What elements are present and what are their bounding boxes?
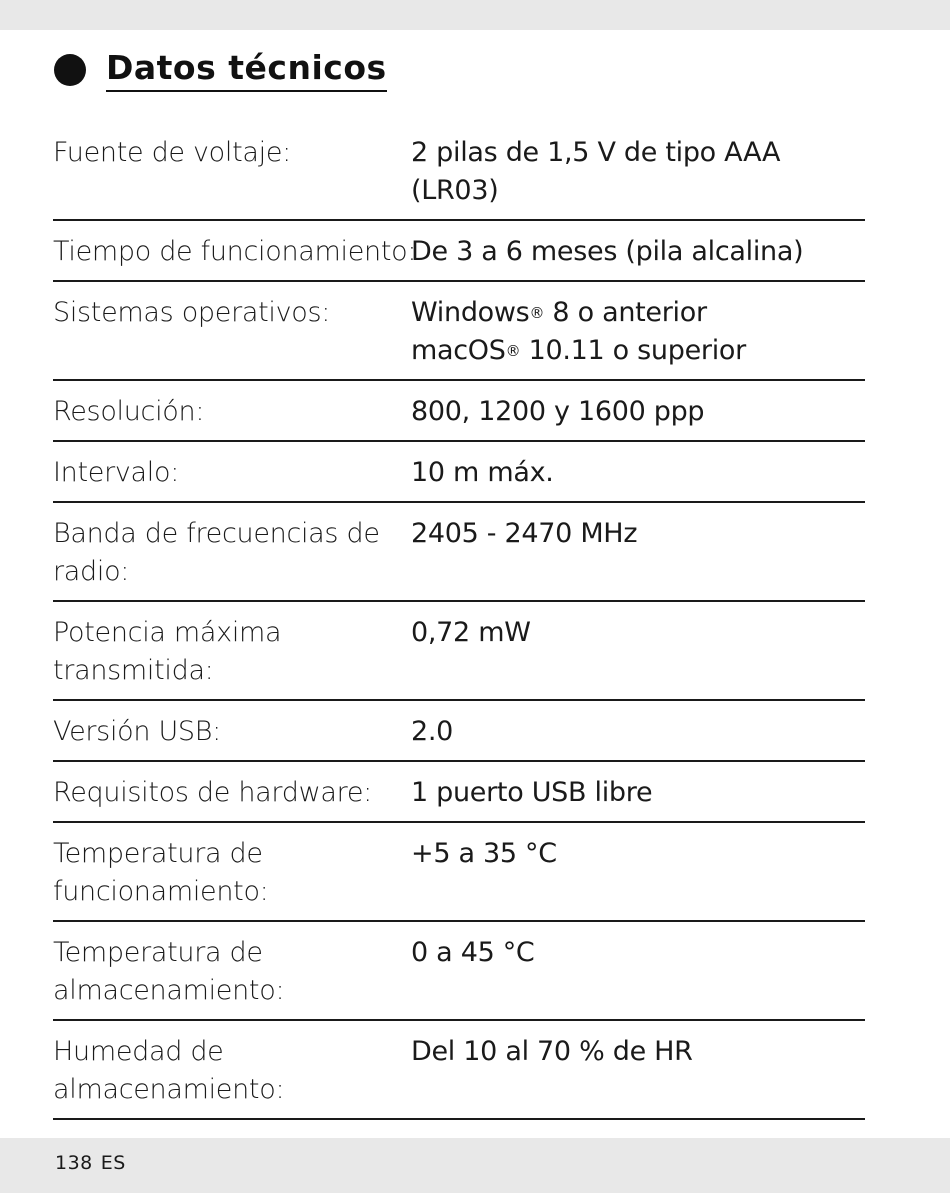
spec-value-line: 800, 1200 y 1600 ppp (411, 396, 705, 427)
spec-label: Versión USB: (53, 716, 221, 747)
spec-label: Fuente de voltaje: (53, 137, 291, 168)
spec-row-voltage-source (53, 122, 865, 221)
spec-label: Humedad de almacenamiento: (53, 1036, 285, 1105)
spec-value (411, 515, 865, 591)
spec-value (411, 1033, 865, 1109)
registered-mark: ® (529, 304, 545, 322)
spec-row-resolution (53, 381, 865, 442)
spec-row-radio-band (53, 503, 865, 602)
spec-row-operating-systems (53, 282, 865, 381)
spec-label: Banda de frecuencias de radio: (53, 518, 380, 587)
spec-label: Resolución: (53, 396, 205, 427)
spec-value-line: 2405 - 2470 MHz (411, 518, 638, 549)
spec-value (411, 835, 865, 911)
bullet-icon (54, 54, 86, 86)
spec-value (411, 934, 865, 1010)
spec-value (411, 774, 865, 812)
spec-value (411, 614, 865, 690)
spec-row-hardware-requirements (53, 762, 865, 823)
spec-row-storage-humidity (53, 1021, 865, 1120)
page-number: 138 (55, 1152, 93, 1174)
spec-label: Requisitos de hardware: (53, 777, 372, 808)
spec-row-storage-temperature (53, 922, 865, 1021)
spec-value-line: 1 puerto USB libre (411, 777, 653, 808)
spec-value-line: 0 a 45 °C (411, 937, 535, 968)
spec-value-line: Del 10 al 70 % de HR (411, 1036, 693, 1067)
spec-label: Sistemas operativos: (53, 297, 331, 328)
section-heading (54, 48, 387, 92)
spec-value-line: 2.0 (411, 716, 454, 747)
spec-value (411, 713, 865, 751)
os-windows: Windows® 8 o anterior (411, 297, 707, 328)
spec-value-line: 2 pilas de 1,5 V de tipo AAA (411, 137, 781, 168)
spec-value-line: De 3 a 6 meses (pila alcalina) (411, 236, 804, 267)
os-macos: macOS® 10.11 o superior (411, 335, 746, 366)
spec-table (53, 122, 865, 1120)
spec-label: Potencia máxima transmitida: (53, 617, 282, 686)
spec-label: Intervalo: (53, 457, 180, 488)
spec-value (411, 393, 865, 431)
spec-row-operating-time (53, 221, 865, 282)
spec-value (411, 294, 865, 370)
language-code: ES (100, 1152, 126, 1174)
page-title: Datos técnicos (106, 48, 387, 92)
spec-value-line: (LR03) (411, 175, 499, 206)
registered-mark: ® (505, 342, 521, 360)
spec-label: Tiempo de funcionamiento: (53, 236, 417, 267)
spec-value (411, 454, 865, 492)
spec-value-line: 10 m máx. (411, 457, 554, 488)
spec-row-usb-version (53, 701, 865, 762)
spec-value (411, 134, 865, 210)
spec-row-range (53, 442, 865, 503)
spec-value (411, 233, 865, 271)
spec-label: Temperatura de almacenamiento: (53, 937, 285, 1006)
spec-row-operating-temperature (53, 823, 865, 922)
top-band (0, 0, 950, 30)
spec-value-line: 0,72 mW (411, 617, 531, 648)
spec-label: Temperatura de funcionamiento: (53, 838, 269, 907)
bottom-band (0, 1138, 950, 1193)
spec-row-max-power (53, 602, 865, 701)
page-footer (55, 1152, 126, 1174)
spec-value-line: +5 a 35 °C (411, 838, 557, 869)
